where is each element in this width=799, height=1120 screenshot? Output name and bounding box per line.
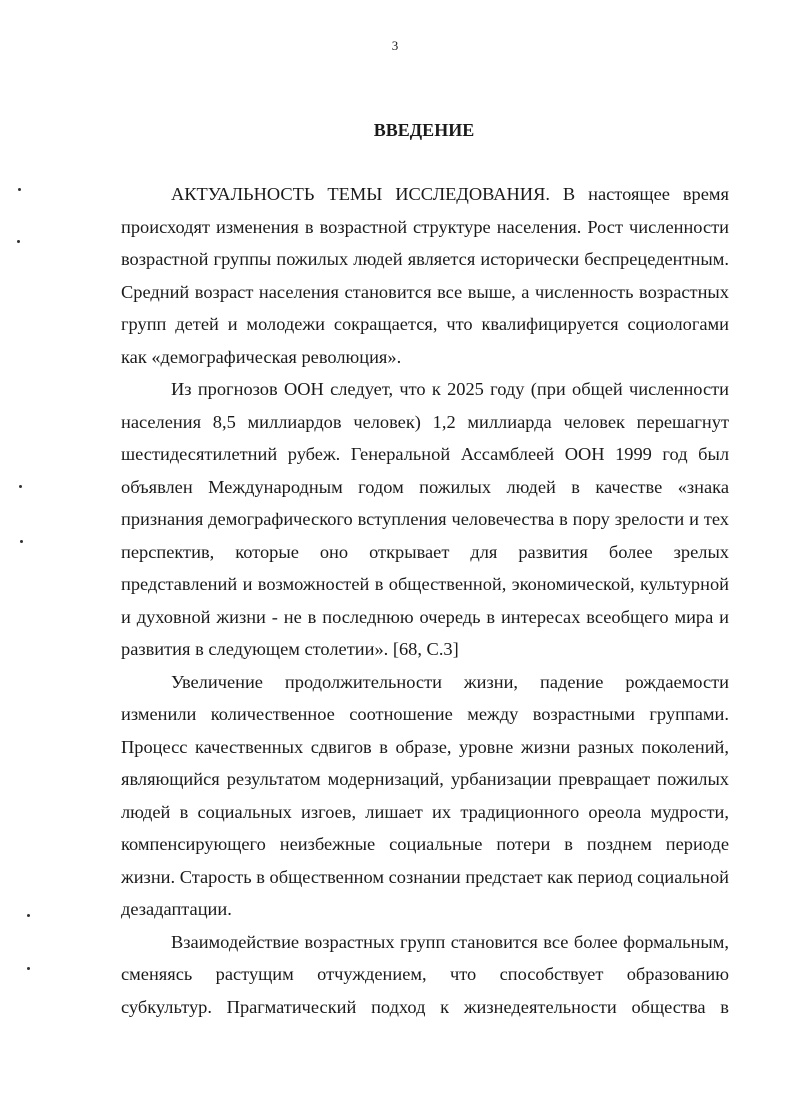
paragraph-interaction: Взаимодействие возрастных групп становится все более формальным, сменяясь растущим отчуждением, что способствует образованию субкультур. Прагматический подход к жизнедеятельности общества в bbox=[121, 931, 729, 1017]
body-text bbox=[121, 178, 729, 1023]
paragraph-life-expectancy: Увеличение продолжительности жизни, падение рождаемости изменили количественное соотношение между возрастными группами. Процесс качественных сдвигов в образе, уровне жизни разных поколений, являющийся результатом модернизаций, урбанизации превращает пожилых людей в социальных изгоев, лишает их традиционного ореола мудрости, компенсирующего неизбежные социальные потери в позднем периоде жизни. Старость в общественном сознании предстает как период социальной дезадаптации. bbox=[121, 671, 729, 919]
page-number: 3 bbox=[391, 38, 399, 53]
paragraph-un-forecast: Из прогнозов ООН следует, что к 2025 году (при общей численности населения 8,5 миллиардов человек) 1,2 миллиарда человек перешагнут шестидесятилетний рубеж. Генеральной Ассамблеей ООН 1999 год был объявлен Международным годом пожилых людей в качестве «знака признания демографического вступления человечества в пору зрелости и тех перспектив, которые оно открывает для развития более зрелых представлений и возможностей в общественной, экономической, культурной и духовной жизни - не в последнюю очередь в интересах всеобщего мира и развития в следующем столетии». [68, С.3] bbox=[121, 379, 729, 659]
scan-speck bbox=[18, 188, 21, 191]
scan-speck bbox=[17, 240, 20, 243]
scan-speck bbox=[19, 485, 22, 488]
paragraph-relevance: АКТУАЛЬНОСТЬ ТЕМЫ ИССЛЕДОВАНИЯ. В настоящее время происходят изменения в возрастной структуре населения. Рост численности возрастной группы пожилых людей является исторически беспрецедентным. Средний возраст населения становится все выше, а численность возрастных групп детей и молодежи сокращается, что квалифицируется социологами как «демографическая революция». bbox=[121, 184, 729, 367]
scan-speck bbox=[27, 967, 30, 970]
section-heading: ВВЕДЕНИЕ bbox=[373, 120, 475, 140]
scan-speck bbox=[20, 540, 23, 543]
scan-speck bbox=[27, 914, 30, 917]
